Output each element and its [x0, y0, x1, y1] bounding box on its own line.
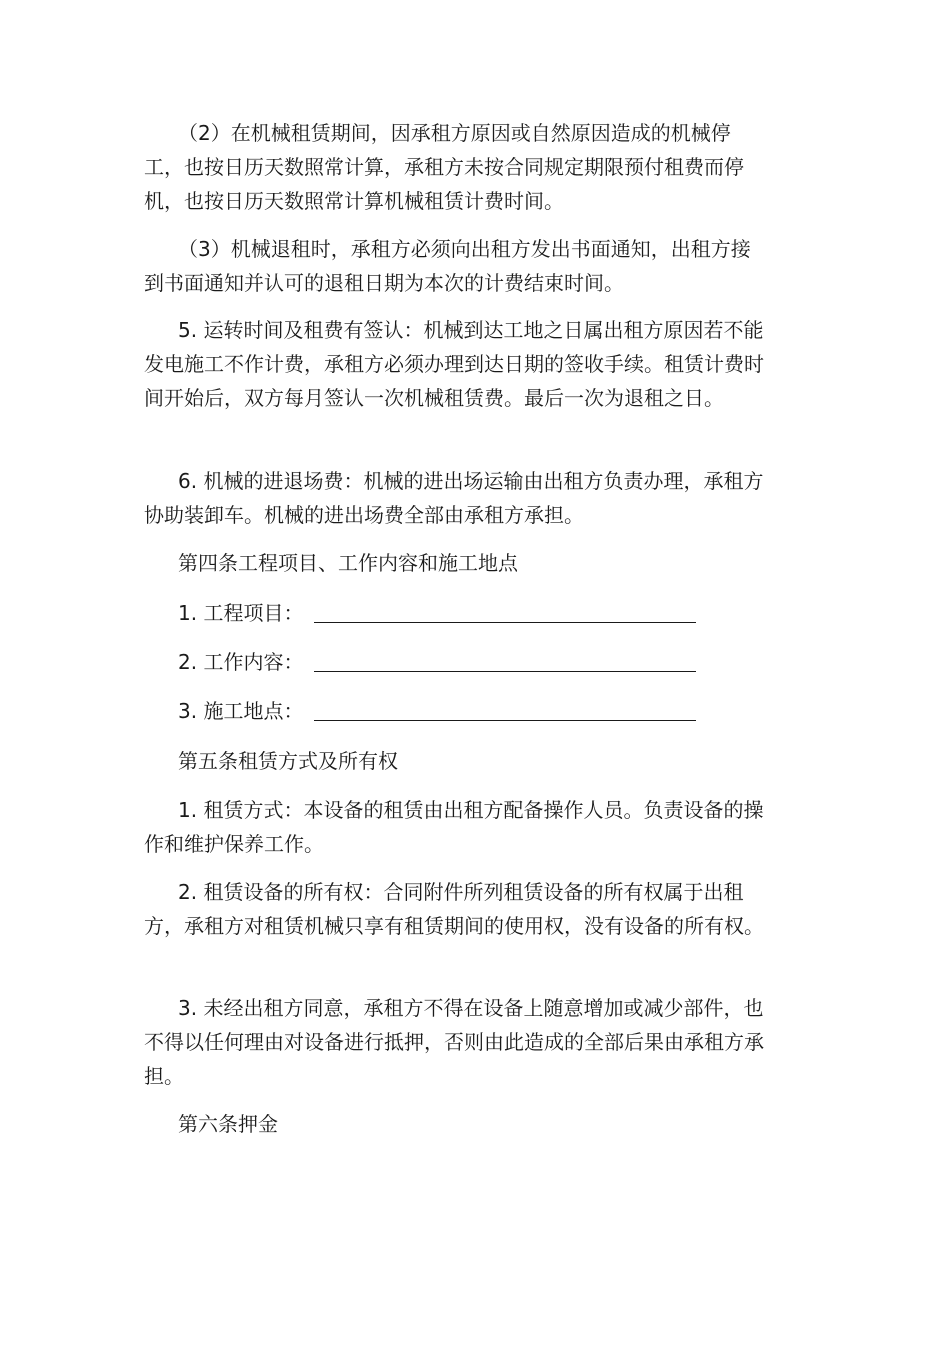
- paragraph-ownership: 2. 租赁设备的所有权：合同附件所列租赁设备的所有权属于出租方，承租方对租赁机械只享有租赁期间的使用权，没有设备的所有权。: [144, 880, 764, 938]
- field-site: [178, 694, 738, 728]
- field-work-content-label: 2. 工作内容：: [178, 650, 304, 674]
- paragraph-return-notice: （3）机械退租时，承租方必须向出租方发出书面通知，出租方接到书面通知并认可的退租日期为本次的计费结束时间。: [144, 237, 751, 295]
- field-work-content: [178, 645, 738, 679]
- section-6-heading: 第六条押金: [178, 1112, 278, 1136]
- paragraph-entry-exit-fee: 6. 机械的进退场费：机械的进出场运输由出租方负责办理，承租方协助装卸车。机械的进出场费全部由承租方承担。: [144, 469, 764, 527]
- field-project-label: 1. 工程项目：: [178, 601, 304, 625]
- field-site-label: 3. 施工地点：: [178, 699, 304, 723]
- paragraph-rental-period-stoppage: （2）在机械租赁期间，因承租方原因或自然原因造成的机械停工，也按日历天数照常计算，承租方未按合同规定期限预付租费而停机，也按日历天数照常计算机械租赁计费时间。: [144, 121, 744, 213]
- section-4-heading: 第四条工程项目、工作内容和施工地点: [178, 551, 518, 575]
- field-project: [178, 596, 738, 630]
- paragraph-no-modification: 3. 未经出租方同意，承租方不得在设备上随意增加或减少部件，也不得以任何理由对设备进行抵押，否则由此造成的全部后果由承租方承担。: [144, 996, 764, 1088]
- field-site-blank-line: [314, 720, 696, 721]
- paragraph-operation-time-confirmation: 5. 运转时间及租费有签认：机械到达工地之日属出租方原因若不能发电施工不作计费，承租方必须办理到达日期的签收手续。租赁计费时间开始后，双方每月签认一次机械租赁费。最后一次为退租之日。: [144, 318, 764, 410]
- field-work-content-blank-line: [314, 671, 696, 672]
- field-project-blank-line: [314, 622, 696, 623]
- section-5-heading: 第五条租赁方式及所有权: [178, 749, 398, 773]
- paragraph-rental-method: 1. 租赁方式：本设备的租赁由出租方配备操作人员。负责设备的操作和维护保养工作。: [144, 798, 764, 856]
